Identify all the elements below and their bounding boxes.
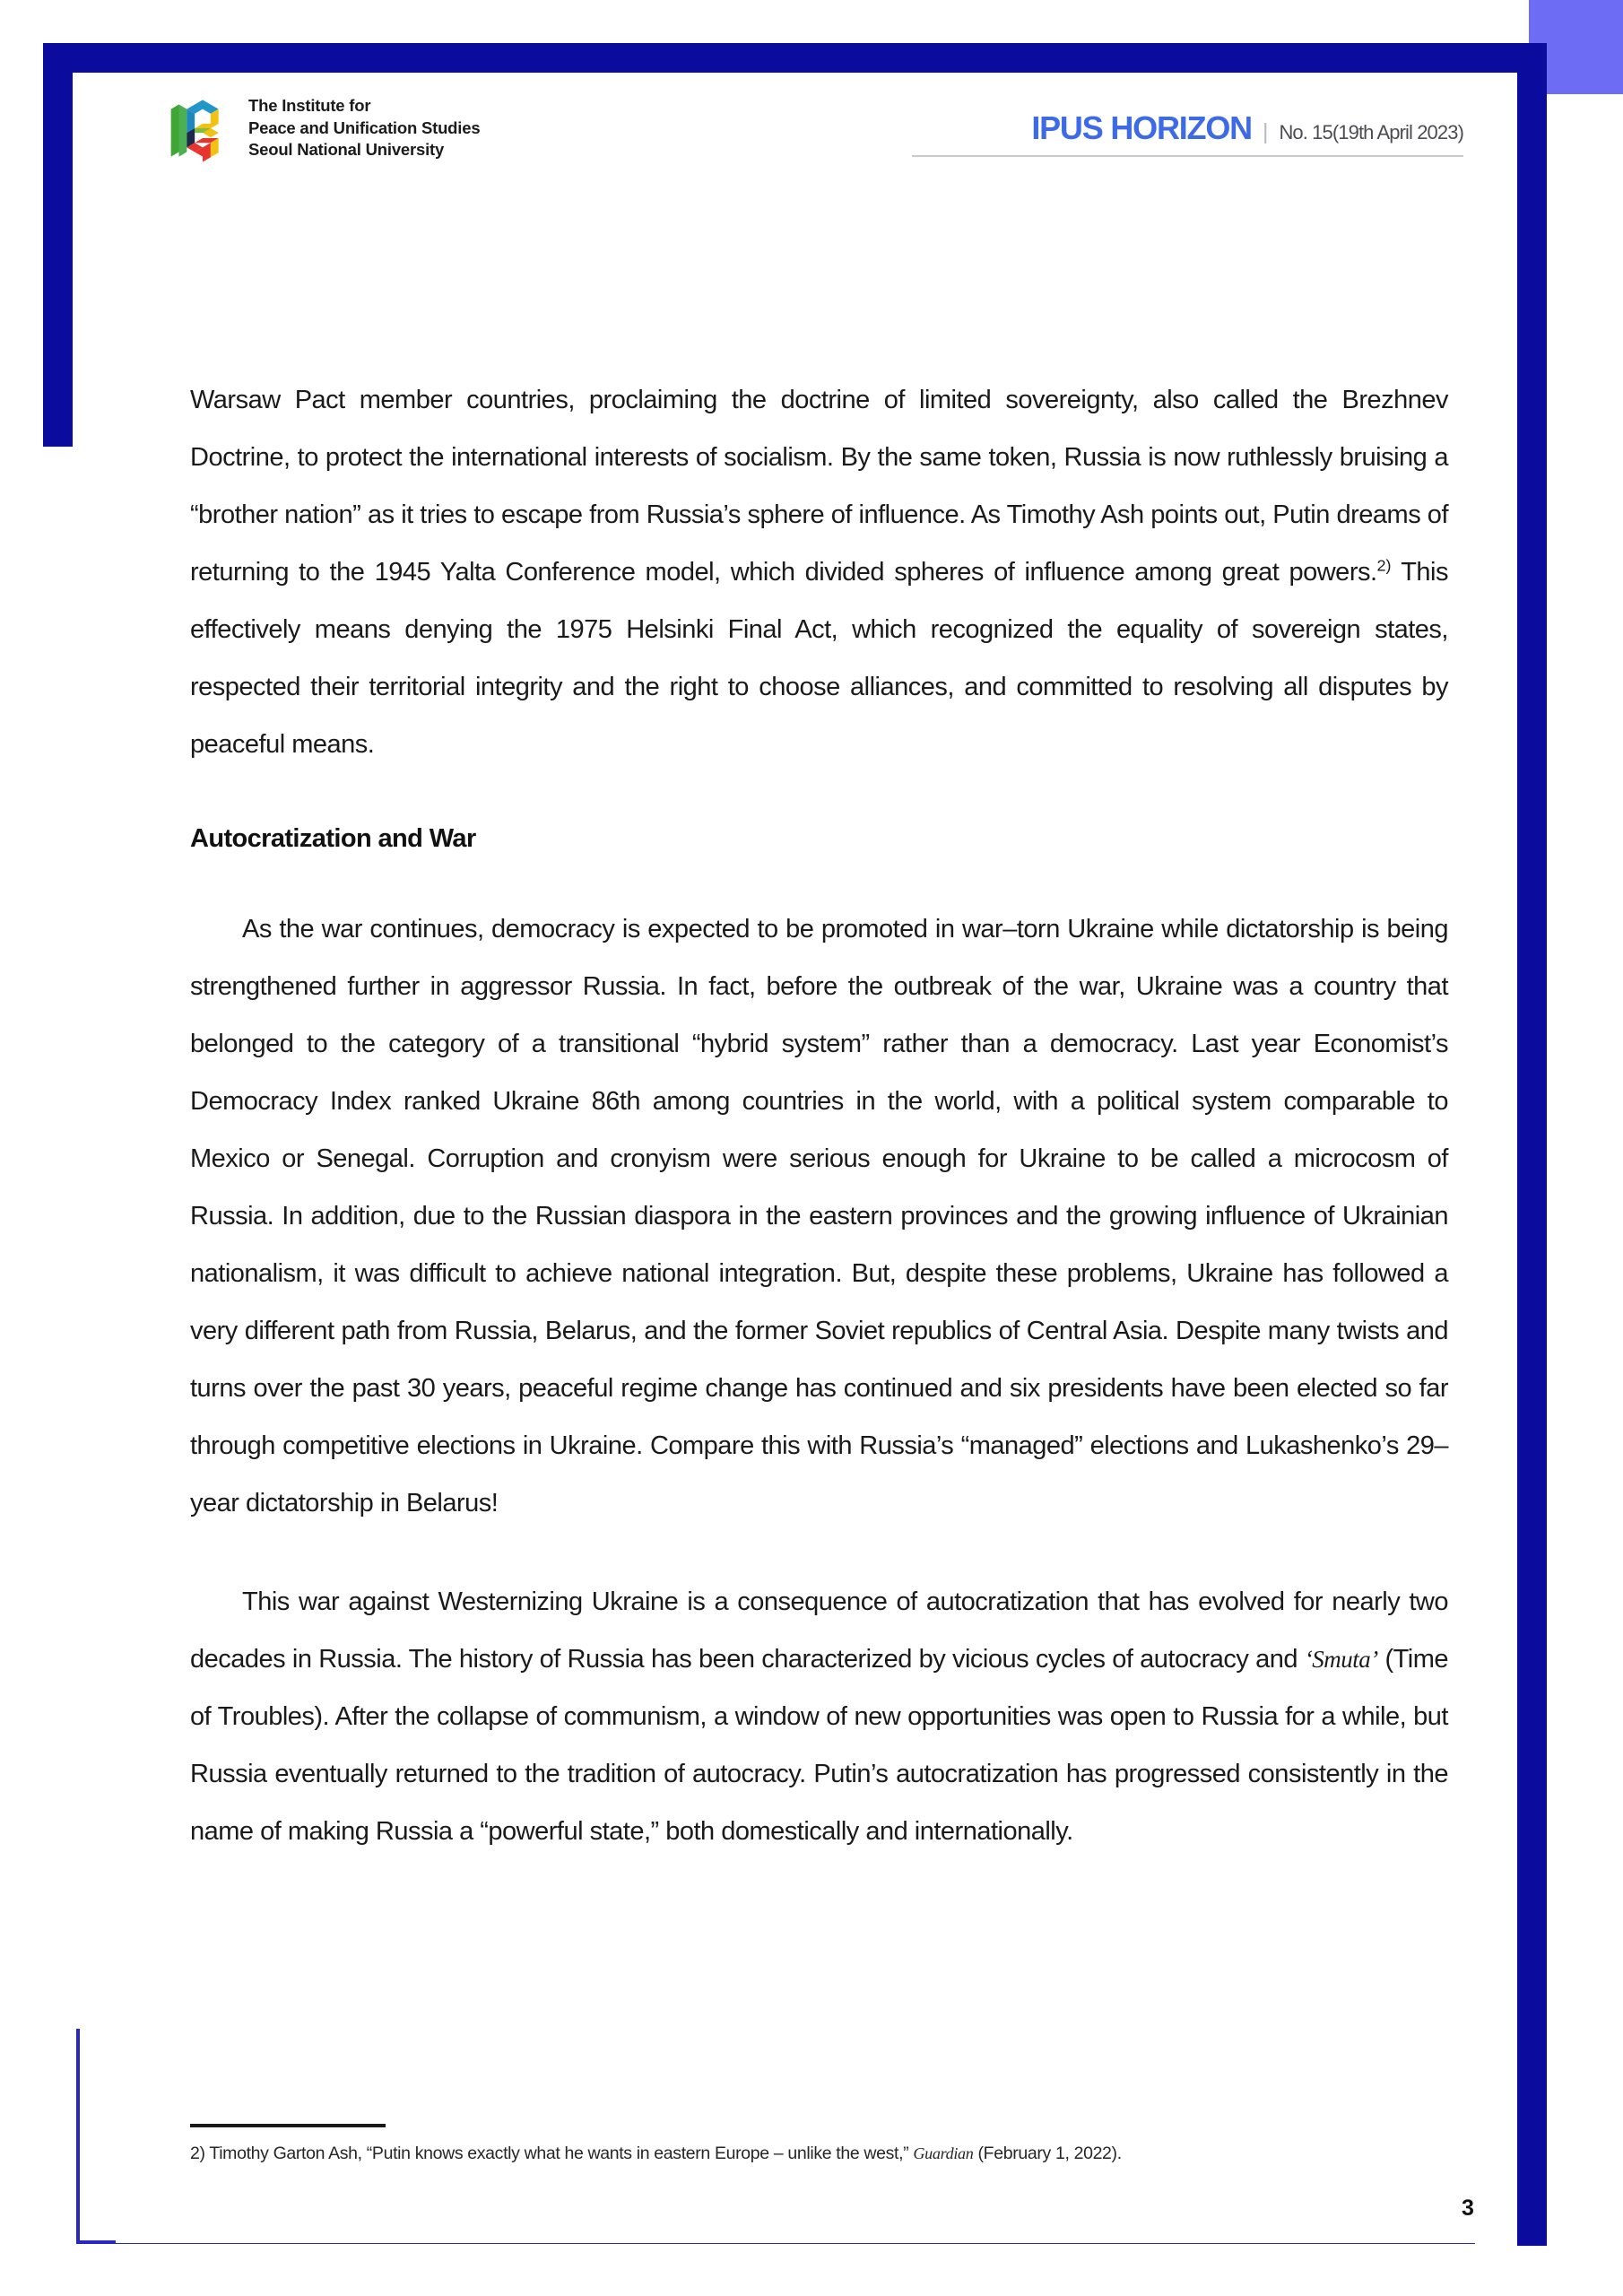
institute-branding — [169, 93, 480, 163]
page-number: 3 — [1462, 2196, 1474, 2221]
spacer — [190, 773, 1448, 818]
navy-frame-right — [1517, 43, 1547, 2246]
footnote-text-b: (February 1, 2022). — [973, 2144, 1122, 2163]
paragraph-3 — [190, 1573, 1448, 1860]
paragraph-1-text: Warsaw Pact member countries, proclaiming the doctrine of limited sovereignty, also called the Brezhnev Doctrine, to protect the international interests of socialism. By the same token, Russia is now ruthlessly bruising a “brother nation” as it tries to escape from Russia’s sphere of influence. As Timothy Ash points out, Putin dreams of returning to the 1945 Yalta Conference model, which divided spheres of influence among great powers. — [190, 386, 1448, 587]
smuta-italic-term: ‘Smuta’ — [1304, 1646, 1378, 1673]
footnote-2 — [190, 2142, 1448, 2165]
ipus-hexagon-logo-icon — [169, 93, 236, 163]
footnote-publication-name: Guardian — [913, 2144, 974, 2162]
navy-frame-left — [43, 43, 73, 447]
masthead-row — [912, 109, 1463, 155]
footnote-area — [190, 2124, 1448, 2165]
footnote-separator-rule — [190, 2124, 386, 2127]
navy-frame-top — [43, 43, 1547, 73]
paragraph-1-continuation: This effectively means denying the 1975 Helsinki Final Act, which recognized the equality of sovereign states, respected their territorial integrity and the right to choose alliances, and committed to resolving all disputes by peaceful means. — [190, 558, 1448, 759]
masthead — [912, 93, 1463, 157]
paragraph-1 — [190, 371, 1448, 773]
brand-line-1: The Institute for — [248, 96, 371, 116]
issue-label: No. 15(19th April 2023) — [1279, 121, 1463, 144]
thin-border-left — [76, 2029, 80, 2244]
brand-line-3: Seoul National University — [248, 140, 445, 160]
footnote-text-a: 2) Timothy Garton Ash, “Putin knows exactly what he wants in eastern Europe – unlike the west,” — [190, 2144, 914, 2163]
brand-line-2: Peace and Unification Studies — [248, 117, 481, 137]
document-header — [169, 93, 1463, 163]
document-body — [190, 371, 1448, 1860]
spacer — [190, 859, 1448, 900]
masthead-divider: | — [1262, 119, 1269, 144]
publication-title: IPUS HORIZON — [1031, 109, 1252, 146]
paragraph-3-part-a: This war against Westernizing Ukraine is a consequence of autocratization that has evolved for nearly two decades in Russia. The history of Russia has been characterized by vicious cycles of autocracy and — [190, 1587, 1448, 1674]
institute-name — [248, 95, 480, 161]
footnote-reference-2[interactable]: 2) — [1376, 556, 1392, 575]
spacer — [190, 1532, 1448, 1573]
paragraph-2: As the war continues, democracy is expected to be promoted in war–torn Ukraine while dictatorship is being strengthened further in aggressor Russia. In fact, before the outbreak of the war, Ukraine was a country that belonged to the category of a transitional “hybrid system” rather than a democracy. Last year Economist’s Democracy Index ranked Ukraine 86th among countries in the world, with a political system comparable to Mexico or Senegal. Corruption and cronyism were serious enough for Ukraine to be called a microcosm of Russia. In addition, due to the Russian diaspora in the eastern provinces and the growing influence of Ukrainian nationalism, it was difficult to achieve national integration. But, despite these problems, Ukraine has followed a very different path from Russia, Belarus, and the former Soviet republics of Central Asia. Despite many twists and turns over the past 30 years, peaceful regime change has continued and six presidents have been elected so far through competitive elections in Ukraine. Compare this with Russia’s “managed” elections and Lukashenko’s 29–year dictatorship in Belarus! — [190, 915, 1448, 1518]
masthead-rule — [912, 155, 1463, 157]
section-heading: Autocratization and War — [190, 824, 476, 853]
paragraph-3-part-b: (Time of Troubles). After the collapse of communism, a window of new opportunities was open to Russia for a while, but Russia eventually returned to the tradition of autocracy. Putin’s autocratization has progressed consistently in the name of making Russia a “powerful state,” both domestically and internationally. — [190, 1645, 1448, 1846]
